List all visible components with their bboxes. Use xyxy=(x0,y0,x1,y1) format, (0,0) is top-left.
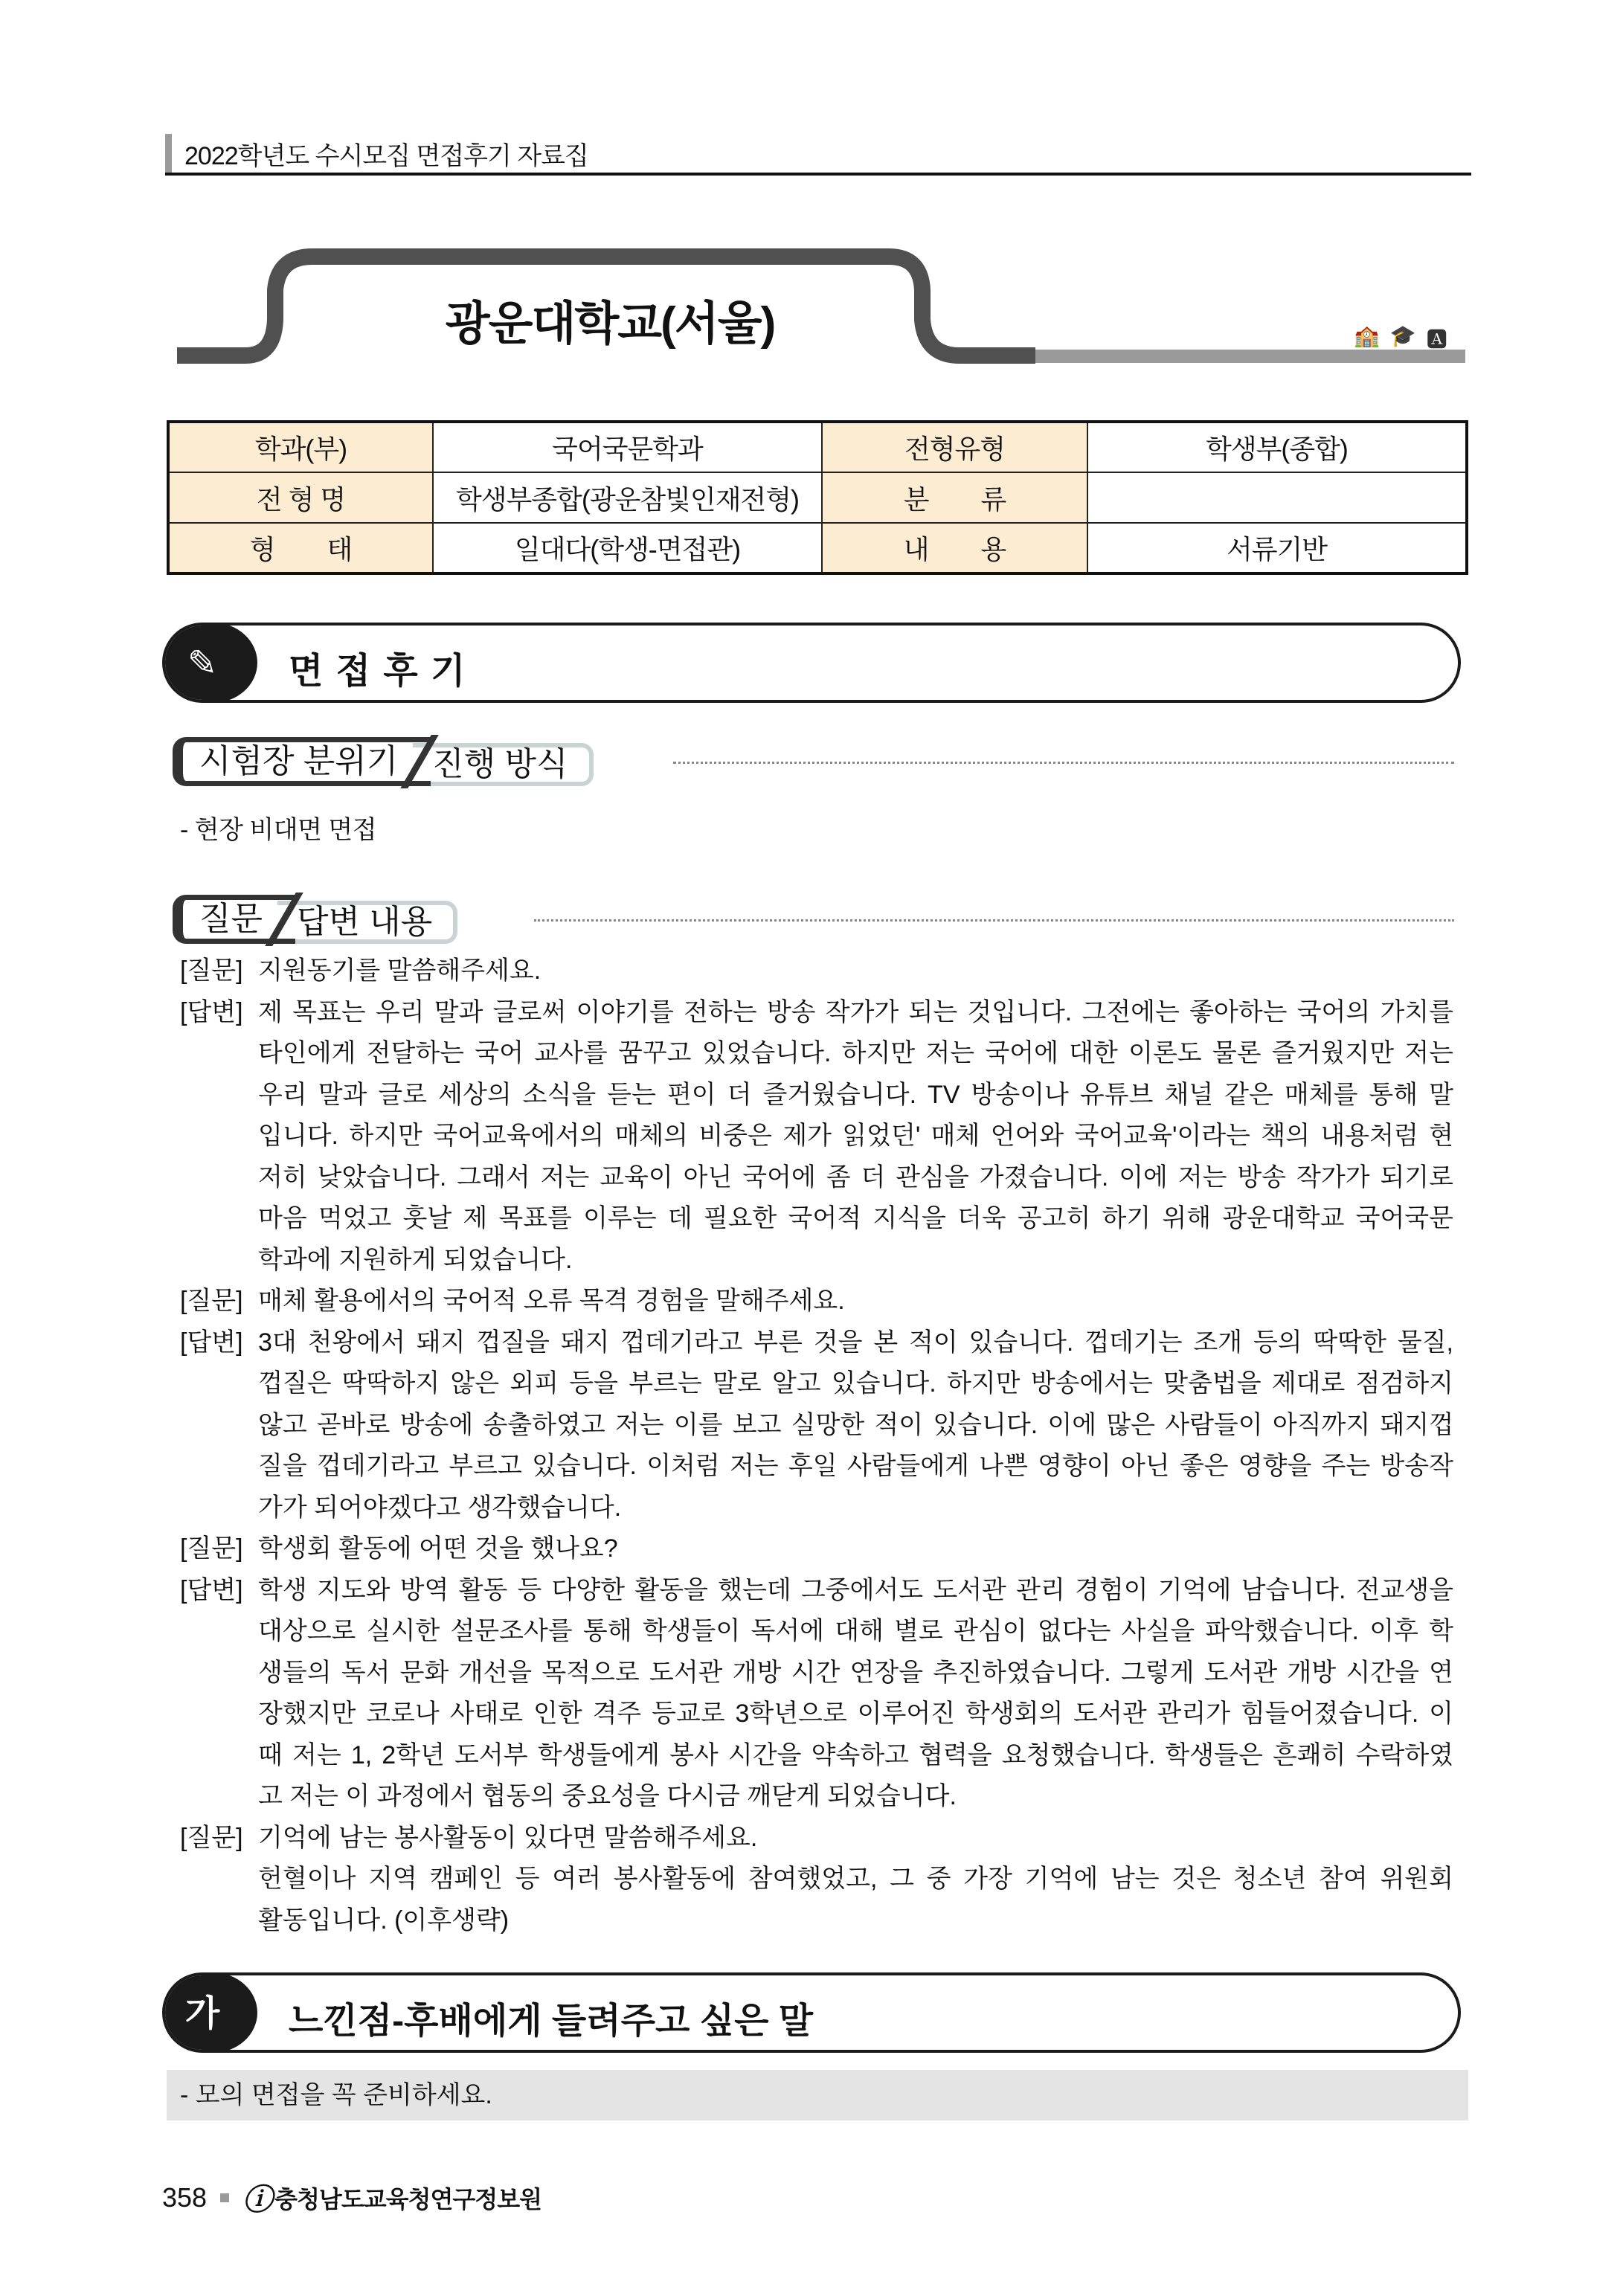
answer-continuation-line xyxy=(180,1693,1453,1734)
value-cell xyxy=(1087,472,1467,523)
value-cell: 국어국문학과 xyxy=(433,422,822,472)
qa-text: 제 목표는 우리 말과 글로써 이야기를 전하는 방송 작가가 되는 것입니다. 그전에는 좋아하는 국어의 가치를 xyxy=(258,997,1453,1026)
tab-label-right: 답변 내용 xyxy=(277,901,457,944)
subheader-atmosphere xyxy=(173,735,594,788)
answer-continuation-line xyxy=(180,1197,1453,1239)
graduation-cap-icon: 🎓 xyxy=(1389,324,1416,347)
answer-line xyxy=(180,1322,1453,1363)
answer-continuation-line xyxy=(180,1404,1453,1446)
qa-text: 타인에게 전달하는 국어 교사를 꿈꾸고 있었습니다. 하지만 저는 국어에 대한 이론도 물론 즐거웠지만 저는 xyxy=(258,1039,1453,1067)
label-cell: 전 형 명 xyxy=(168,472,433,523)
answer-continuation-line xyxy=(180,1115,1453,1157)
question-line xyxy=(180,1280,1453,1322)
answer-continuation-line xyxy=(180,1445,1453,1487)
university-title: 광운대학교(서울) xyxy=(445,298,775,350)
qa-text: 가가 되어야겠다고 생각했습니다. xyxy=(258,1493,622,1522)
qa-text: 않고 곧바로 방송에 송출하였고 저는 이를 보고 실망한 적이 있습니다. 이에 많은 사람들이 아직까지 돼지껍 xyxy=(258,1410,1453,1439)
qa-text: 활동입니다. (이후생략) xyxy=(258,1906,510,1935)
answer-continuation-line xyxy=(180,1734,1453,1776)
atmosphere-content: - 현장 비대면 면접 xyxy=(180,816,377,844)
qa-text: 입니다. 하지만 국어교육에서의 매체의 비중은 제가 읽었던' 매체 언어와 국어교육'이라는 책의 내용처럼 현 xyxy=(258,1122,1453,1150)
answer-continuation-line xyxy=(180,1363,1453,1404)
qa-label: [질문] xyxy=(180,956,243,985)
tab-label-left: 시험장 분위기 xyxy=(173,737,431,786)
qa-text: 우리 말과 글로 세상의 소식을 듣는 편이 더 즐거웠습니다. TV 방송이나 유튜브 채널 같은 매체를 통해 말 xyxy=(258,1080,1453,1109)
admission-info-table xyxy=(167,420,1468,575)
qa-text: 장했지만 코로나 사태로 인한 격주 등교로 3학년으로 이루어진 학생회의 도서관 관리가 힘들어졌습니다. 이 xyxy=(258,1700,1453,1728)
tab-label-right: 진행 방식 xyxy=(413,743,593,786)
table-row xyxy=(168,472,1467,523)
qa-text: 저히 낮았습니다. 그래서 저는 교육이 아닌 국어에 좀 더 관심을 가졌습니다. 이에 저는 방송 작가가 되기로 xyxy=(258,1163,1453,1192)
label-cell: 학과(부) xyxy=(168,422,433,472)
section-title: 느낀점-후배에게 들려주고 싶은 말 xyxy=(289,2001,814,2041)
label-cell: 형 태 xyxy=(168,523,433,573)
qa-text: 껍질은 딱딱하지 않은 외피 등을 부르는 말로 알고 있습니다. 하지만 방송에서는 맞춤법을 제대로 점검하지 xyxy=(258,1369,1453,1398)
answer-continuation-line xyxy=(180,1487,1453,1528)
answer-continuation-line xyxy=(180,1858,1453,1900)
qa-label: [답변] xyxy=(180,1575,243,1604)
question-line xyxy=(180,950,1453,991)
school-icon: 🏫 xyxy=(1354,324,1380,347)
publisher-name: 충청남도교육청연구정보원 xyxy=(274,2185,542,2213)
qa-label: [답변] xyxy=(180,997,243,1026)
qa-text: 고 저는 이 과정에서 협동의 중요성을 다시금 깨닫게 되었습니다. xyxy=(258,1782,957,1810)
tab-label-left: 질문 xyxy=(173,895,295,944)
logo-mark-icon: ⓘ xyxy=(242,2184,272,2216)
page-footer xyxy=(162,2176,541,2219)
label-cell: 전형유형 xyxy=(822,422,1087,472)
advice-content: - 모의 면접을 꼭 준비하세요. xyxy=(167,2070,1468,2120)
qa-label: [질문] xyxy=(180,1534,243,1563)
section-banner-review xyxy=(162,623,1461,703)
value-cell: 학생부(종합) xyxy=(1087,422,1467,472)
page-number: 358 xyxy=(162,2181,208,2213)
answer-line xyxy=(180,1569,1453,1611)
qa-text: 학생 지도와 방역 활동 등 다양한 활동을 했는데 그중에서도 도서관 관리 경험이 기억에 남습니다. 전교생을 xyxy=(258,1575,1453,1604)
answer-continuation-line xyxy=(180,1157,1453,1198)
answer-continuation-line xyxy=(180,1652,1453,1694)
label-cell: 내 용 xyxy=(822,523,1087,573)
qa-text: 매체 활용에서의 국어적 오류 목격 경험을 말해주세요. xyxy=(258,1287,845,1315)
qa-label: [질문] xyxy=(180,1823,243,1852)
qa-text: 지원동기를 말씀해주세요. xyxy=(258,956,541,985)
answer-continuation-line xyxy=(180,1610,1453,1652)
publisher-logo xyxy=(242,2176,541,2219)
qa-text: 대상으로 실시한 설문조사를 통해 학생들이 독서에 대해 별로 관심이 없다는 사실을 파악했습니다. 이후 학 xyxy=(258,1617,1453,1645)
qa-text: 질을 껍데기라고 부르고 있습니다. 이처럼 저는 후일 사람들에게 나쁜 영향이 아닌 좋은 영향을 주는 방송작 xyxy=(258,1452,1453,1480)
qa-text: 학과에 지원하게 되었습니다. xyxy=(258,1245,573,1274)
question-line xyxy=(180,1817,1453,1859)
dotted-divider xyxy=(534,919,1454,922)
document-a-icon: 🅰 xyxy=(1426,328,1447,351)
answer-continuation-line xyxy=(180,1239,1453,1281)
answer-continuation-line xyxy=(180,1032,1453,1074)
value-cell: 일대다(학생-면접관) xyxy=(433,523,822,573)
subheader-qa xyxy=(173,893,457,946)
footer-separator xyxy=(220,2193,229,2202)
answer-continuation-line xyxy=(180,1775,1453,1817)
answer-line xyxy=(180,991,1453,1033)
running-header: 2022학년도 수시모집 면접후기 자료집 xyxy=(184,142,588,170)
dotted-divider xyxy=(673,762,1454,764)
pencil-icon: ✎ xyxy=(187,644,218,684)
hangul-ga-icon: 가 xyxy=(184,1994,220,2033)
table-row xyxy=(168,523,1467,573)
table-row xyxy=(168,422,1467,472)
qa-text: 기억에 남는 봉사활동이 있다면 말씀해주세요. xyxy=(258,1823,758,1852)
qa-text: 생들의 독서 문화 개선을 목적으로 도서관 개방 시간 연장을 추진하였습니다. 그렇게 도서관 개방 시간을 연 xyxy=(258,1658,1453,1687)
section-banner-advice xyxy=(162,1972,1461,2053)
qa-label: [답변] xyxy=(180,1328,243,1357)
qa-text: 마음 먹었고 훗날 제 목표를 이루는 데 필요한 국어적 지식을 더욱 공고히 하기 위해 광운대학교 국어국문 xyxy=(258,1204,1453,1232)
value-cell: 서류기반 xyxy=(1087,523,1467,573)
answer-continuation-line xyxy=(180,1074,1453,1116)
qa-text: 3대 천왕에서 돼지 껍질을 돼지 껍데기라고 부른 것을 본 적이 있습니다. 껍데기는 조개 등의 딱딱한 물질, xyxy=(258,1328,1453,1357)
qa-text: 헌혈이나 지역 캠페인 등 여러 봉사활동에 참여했었고, 그 중 가장 기억에 남는 것은 청소년 참여 위원회 xyxy=(258,1865,1453,1893)
qa-label: [질문] xyxy=(180,1287,243,1315)
category-icons xyxy=(1354,324,1447,353)
qa-text: 때 저는 1, 2학년 도서부 학생들에게 봉사 시간을 약속하고 협력을 요청했습니다. 학생들은 흔쾌히 수락하였 xyxy=(258,1740,1453,1769)
qa-text: 학생회 활동에 어떤 것을 했나요? xyxy=(258,1534,618,1563)
answer-continuation-line xyxy=(180,1900,1453,1941)
question-line xyxy=(180,1528,1453,1569)
label-cell: 분 류 xyxy=(822,472,1087,523)
value-cell: 학생부종합(광운참빛인재전형) xyxy=(433,472,822,523)
section-title: 면 접 후 기 xyxy=(289,652,467,691)
